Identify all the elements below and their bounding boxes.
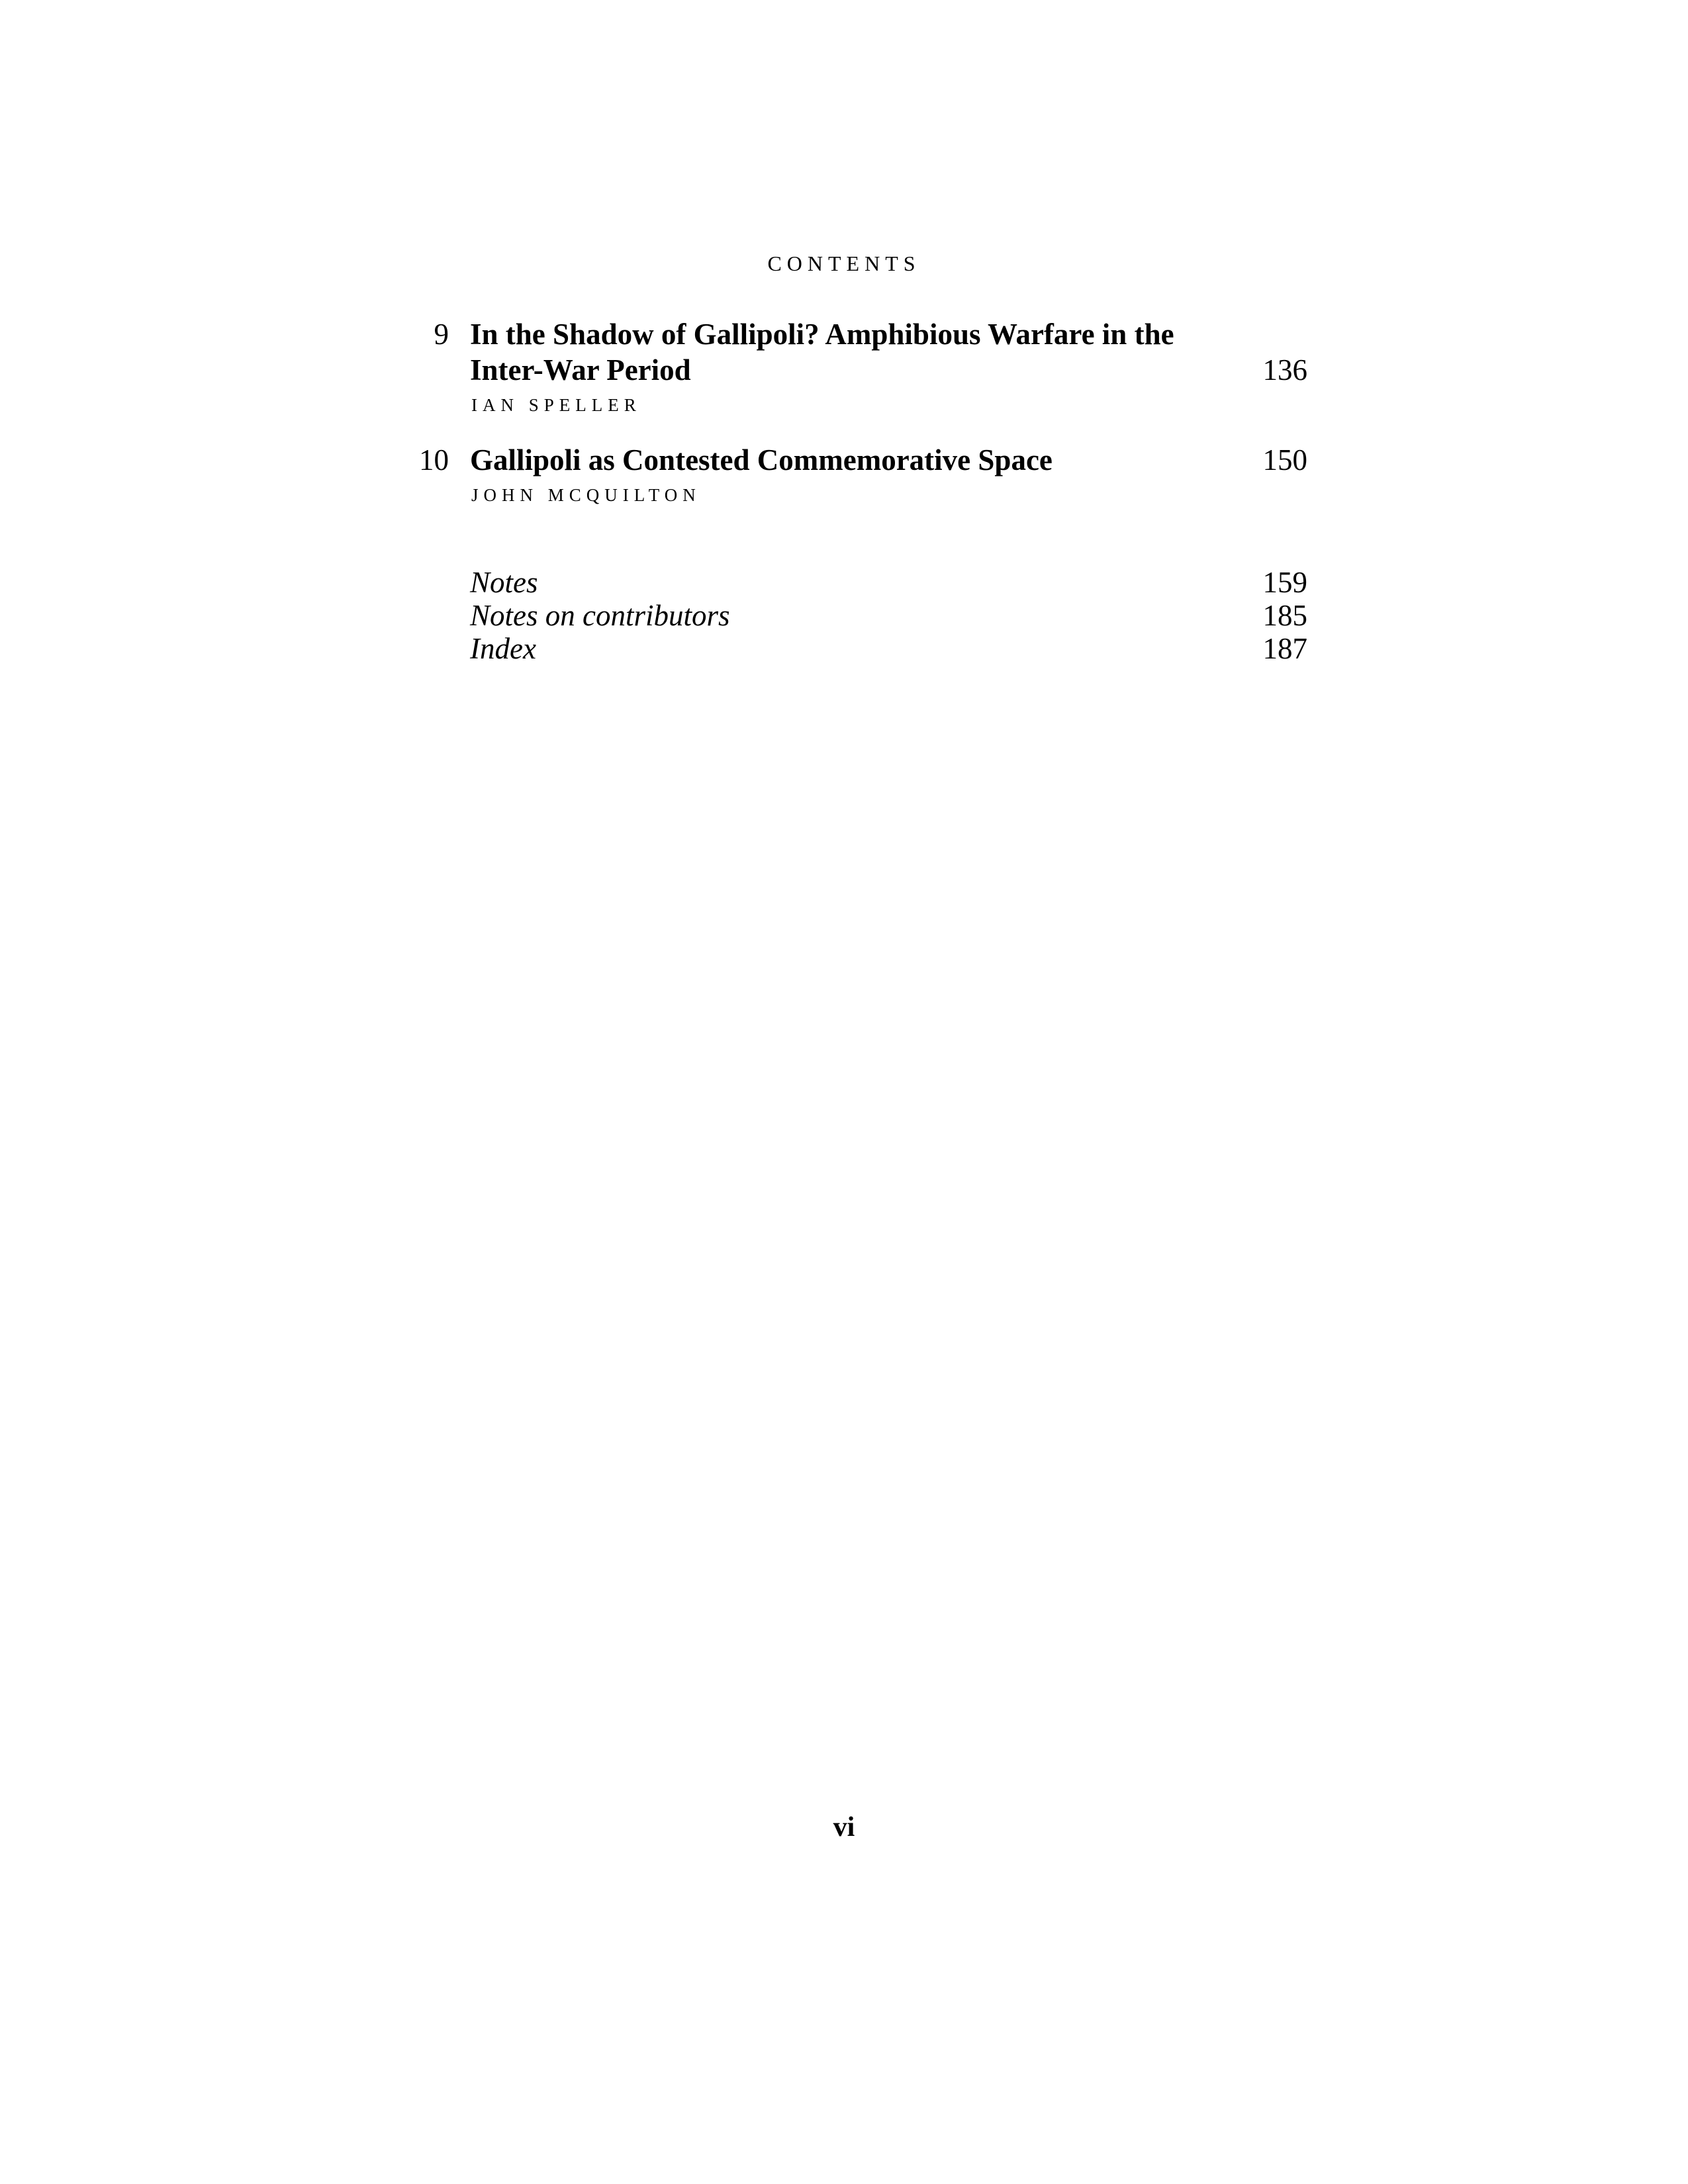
running-head: CONTENTS [767, 251, 921, 275]
chapter-number: 9 [434, 318, 449, 351]
chapter-title-line: Gallipoli as Contested Commemorative Space [470, 443, 1053, 477]
entry-label: Notes [470, 566, 538, 599]
chapter-title-line: Inter-War Period [470, 353, 691, 387]
toc-entry-chapter-10 [391, 442, 1307, 515]
entry-page-number: 159 [1262, 566, 1307, 599]
chapter-page-number: 150 [1262, 443, 1307, 477]
chapter-author: IAN SPELLER [471, 395, 641, 415]
page-folio: vi [833, 1812, 855, 1843]
entry-page-number: 185 [1262, 599, 1307, 632]
toc-entry-notes [470, 566, 1307, 599]
chapter-title [470, 316, 1251, 388]
back-matter-list [470, 566, 1307, 665]
toc-entry-notes-on-contributors [470, 599, 1307, 632]
chapter-title-line: In the Shadow of Gallipoli? Amphibious Warfare in the [470, 318, 1174, 351]
chapter-page-number: 136 [1262, 353, 1307, 387]
chapter-number: 10 [419, 443, 449, 477]
entry-label: Index [470, 632, 536, 665]
chapter-author: JOHN MCQUILTON [471, 485, 701, 505]
toc-entry-index [470, 632, 1307, 665]
chapter-title [470, 442, 1251, 478]
entry-label: Notes on contributors [470, 599, 730, 632]
toc-entry-chapter-9 [391, 316, 1307, 422]
entry-page-number: 187 [1262, 632, 1307, 665]
